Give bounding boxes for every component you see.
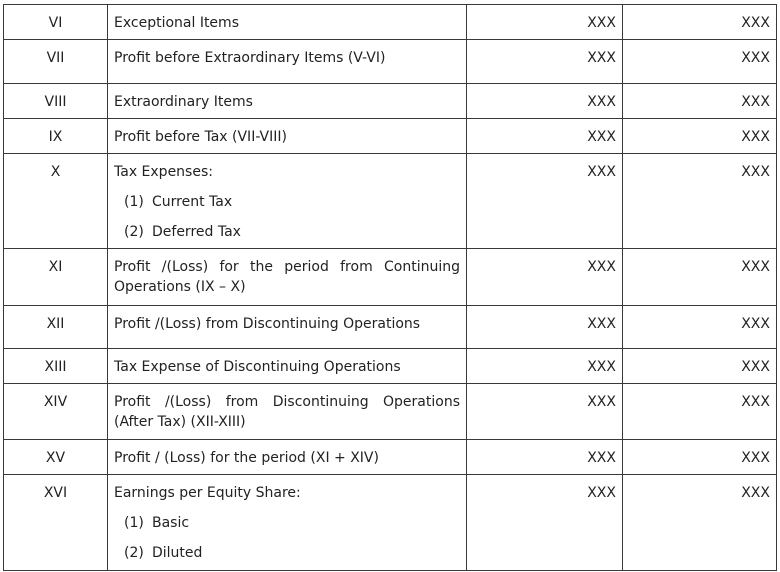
row-particular: Earnings per Equity Share: — [114, 485, 301, 501]
table-row — [4, 119, 777, 154]
row-particular: Exceptional Items — [108, 5, 467, 40]
row-value-current: XXX — [467, 249, 623, 306]
row-value-current: XXX — [467, 119, 623, 154]
sub-item-label: Deferred Tax — [152, 224, 241, 240]
sub-item — [114, 543, 460, 563]
sub-item — [114, 192, 460, 212]
row-value-previous: XXX — [623, 440, 777, 475]
row-value-previous: XXX — [623, 475, 777, 571]
row-value-previous: XXX — [623, 306, 777, 349]
row-value-previous: XXX — [623, 40, 777, 84]
sub-item — [114, 513, 460, 533]
sub-item-label: Current Tax — [152, 194, 233, 210]
table-row — [4, 384, 777, 440]
row-value-current: XXX — [467, 40, 623, 84]
row-particular: Profit / (Loss) for the period (XI + XIV) — [108, 440, 467, 475]
row-number: XII — [4, 306, 108, 349]
table-row — [4, 440, 777, 475]
row-value-previous: XXX — [623, 84, 777, 119]
row-value-current: XXX — [467, 440, 623, 475]
row-value-current: XXX — [467, 349, 623, 384]
row-particular-group — [108, 154, 467, 249]
row-value-previous: XXX — [623, 5, 777, 40]
row-value-current: XXX — [467, 384, 623, 440]
row-particular: Profit before Extraordinary Items (V-VI) — [108, 40, 467, 84]
row-particular: Profit /(Loss) for the period from Continuing Operations (IX – X) — [108, 249, 467, 306]
row-particular: Tax Expenses: — [114, 164, 213, 180]
profit-loss-table — [3, 4, 777, 571]
row-value-current: XXX — [467, 306, 623, 349]
row-particular: Profit /(Loss) from Discontinuing Operations — [108, 306, 467, 349]
table-row — [4, 84, 777, 119]
row-particular: Profit before Tax (VII-VIII) — [108, 119, 467, 154]
sub-item-number: (1) — [124, 515, 144, 531]
row-particular-group — [108, 475, 467, 571]
sub-item-label: Diluted — [152, 545, 203, 561]
row-number: VIII — [4, 84, 108, 119]
row-value-current: XXX — [467, 475, 623, 571]
row-particular: Tax Expense of Discontinuing Operations — [108, 349, 467, 384]
row-particular: Profit /(Loss) from Discontinuing Operations (After Tax) (XII-XIII) — [108, 384, 467, 440]
row-value-previous: XXX — [623, 249, 777, 306]
row-value-previous: XXX — [623, 119, 777, 154]
sub-item-number: (2) — [124, 224, 144, 240]
row-value-current: XXX — [467, 84, 623, 119]
row-number: VII — [4, 40, 108, 84]
row-value-previous: XXX — [623, 154, 777, 249]
row-number: IX — [4, 119, 108, 154]
table-row — [4, 249, 777, 306]
row-number: XV — [4, 440, 108, 475]
row-value-current: XXX — [467, 5, 623, 40]
row-number: XIII — [4, 349, 108, 384]
table-row — [4, 306, 777, 349]
table-row — [4, 475, 777, 571]
table-row — [4, 5, 777, 40]
row-number: X — [4, 154, 108, 249]
sub-item-number: (2) — [124, 545, 144, 561]
row-value-previous: XXX — [623, 349, 777, 384]
sub-item-number: (1) — [124, 194, 144, 210]
sub-item — [114, 222, 460, 242]
table-row — [4, 154, 777, 249]
row-number: XI — [4, 249, 108, 306]
row-particular: Extraordinary Items — [108, 84, 467, 119]
row-number: XVI — [4, 475, 108, 571]
sub-item-label: Basic — [152, 515, 190, 531]
table-row — [4, 349, 777, 384]
row-number: VI — [4, 5, 108, 40]
row-value-previous: XXX — [623, 384, 777, 440]
row-number: XIV — [4, 384, 108, 440]
row-value-current: XXX — [467, 154, 623, 249]
table-row — [4, 40, 777, 84]
